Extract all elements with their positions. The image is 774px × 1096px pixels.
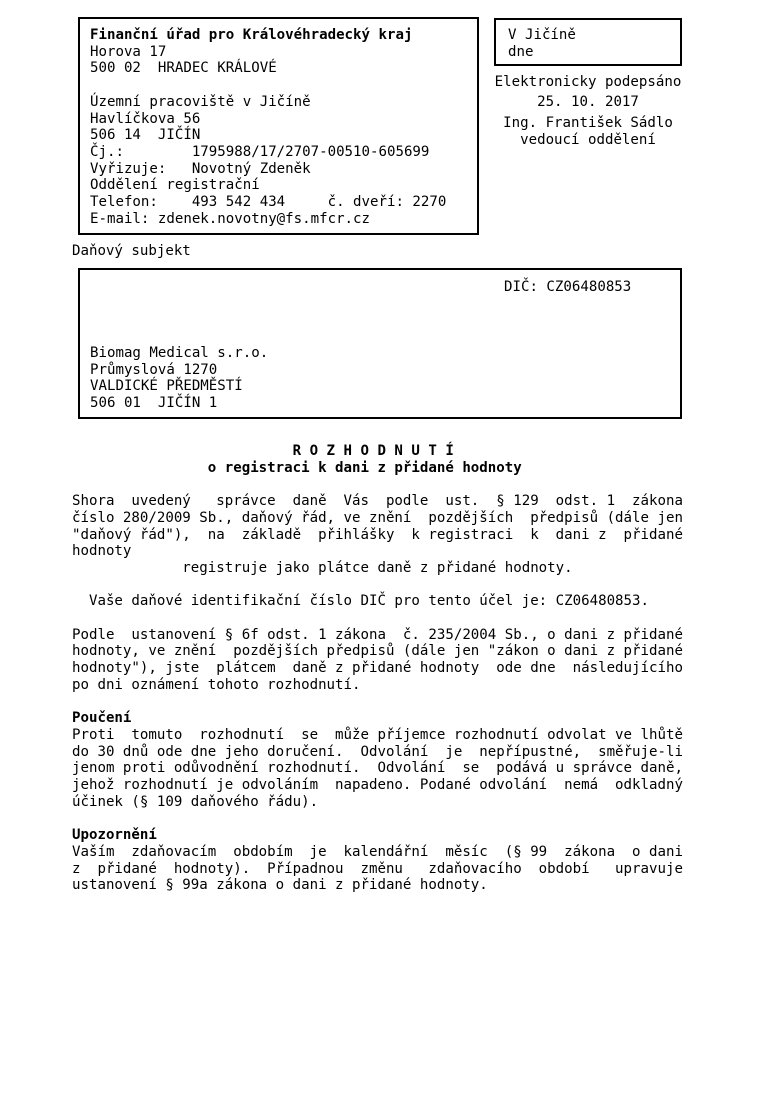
taxpayer-address-line: 506 01 JIČÍN 1 [90, 395, 218, 412]
office-header-line: Vyřizuje: Novotný Zdeněk [90, 160, 311, 177]
decision-text-line: o registraci k dani z přidané hodnoty [72, 459, 522, 476]
signature-name: Ing. František Sádlo [503, 115, 673, 131]
decision-text-line: po dni oznámení tohoto rozhodnutí. [72, 676, 361, 693]
decision-text-line: Podle ustanovení § 6f odst. 1 zákona č. 235/2004 Sb., o dani z přidané [72, 626, 683, 643]
office-header-line: Finanční úřad pro Královéhradecký kraj [90, 27, 413, 43]
decision-text-line: Vaším zdaňovacím obdobím je kalendářní měsíc (§ 99 zákona o dani [72, 843, 683, 860]
decision-text-line: Vaše daňové identifikační číslo DIČ pro tento účel je: CZ06480853. [72, 593, 649, 610]
office-header-line: E-mail: zdenek.novotny@fs.mfcr.cz [90, 210, 371, 227]
decision-text-line [72, 810, 683, 827]
decision-text-line: hodnoty [72, 543, 132, 560]
office-header-line: Horova 17 [90, 43, 167, 60]
taxpayer-address-line: VALDICKÉ PŘEDMĚSTÍ [90, 378, 243, 395]
signature-date: 25. 10. 2017 [537, 94, 639, 110]
office-header-line: Telefon: 493 542 434 č. dveří: 2270 [90, 194, 447, 211]
office-header-line: Územní pracoviště v Jičíně [90, 93, 311, 110]
decision-text-line [72, 476, 683, 493]
decision-text-line: číslo 280/2009 Sb., daňový řád, ve znění pozdějších předpisů (dále jen [72, 509, 683, 526]
decision-text [72, 443, 683, 894]
taxpayer-address [90, 345, 268, 412]
taxpayer-section-label: Daňový subjekt [72, 243, 191, 259]
decision-text-line [72, 577, 683, 594]
decision-text-line: R O Z H O D N U T Í [72, 443, 454, 459]
decision-text-line: ustanovení § 99a zákona o dani z přidané hodnoty. [72, 877, 488, 894]
decision-text-line: jenom proti odůvodnění rozhodnutí. Odvolání se podává u správce daně, [72, 760, 683, 777]
decision-text-line: Proti tomuto rozhodnutí se může příjemce rozhodnutí odvolat ve lhůtě [72, 726, 683, 743]
taxpayer-tax-id: DIČ: CZ06480853 [504, 279, 632, 295]
decision-text-line: účinek (§ 109 daňového řádu). [72, 793, 319, 810]
decision-text-line [72, 610, 683, 627]
decision-text-line: do 30 dnů ode dne jeho doručení. Odvolání je nepřípustné, směřuje-li [72, 743, 683, 760]
decision-text-line: Upozornění [72, 827, 157, 844]
signature-method: Elektronicky podepsáno [494, 74, 682, 90]
place-date-line: dne [508, 43, 534, 60]
office-header-line: Čj.: 1795988/17/2707-00510-605699 [90, 143, 430, 160]
taxpayer-address-line: Průmyslová 1270 [90, 361, 218, 378]
office-header-line [90, 77, 473, 94]
decision-text-line: hodnoty, ve znění pozdějších předpisů (dále jen "zákon o dani z přidané [72, 643, 683, 660]
decision-text-line [72, 694, 683, 711]
decision-text-line: Shora uvedený správce daně Vás podle ust. § 129 odst. 1 zákona [72, 493, 683, 510]
decision-text-line: hodnoty"), jste plátcem daně z přidané hodnoty ode dne následujícího [72, 660, 683, 677]
office-header-line: Havlíčkova 56 [90, 110, 201, 127]
place-date-line: V Jičíně [508, 27, 576, 43]
taxpayer-address-line: Biomag Medical s.r.o. [90, 345, 269, 361]
office-header-line: 506 14 JIČÍN [90, 127, 201, 144]
electronic-signature-block [494, 74, 682, 149]
tax-office-header-box [78, 17, 479, 235]
decision-text-line: registruje jako plátce daně z přidané hodnoty. [72, 559, 573, 576]
signature-role: vedoucí oddělení [520, 132, 656, 148]
decision-text-line: "daňový řád"), na základě přihlášky k registraci k dani z přidané [72, 526, 683, 543]
place-date-box [494, 18, 682, 66]
decision-text-line: jehož rozhodnutí je odvoláním napadeno. Podané odvolání nemá odkladný [72, 777, 683, 793]
office-header-line: Oddělení registrační [90, 177, 260, 194]
taxpayer-box [78, 268, 682, 419]
office-header-line: 500 02 HRADEC KRÁLOVÉ [90, 60, 277, 77]
decision-text-line: z přidané hodnoty). Případnou změnu zdaňovacího období upravuje [72, 860, 683, 877]
decision-text-line: Poučení [72, 710, 132, 727]
